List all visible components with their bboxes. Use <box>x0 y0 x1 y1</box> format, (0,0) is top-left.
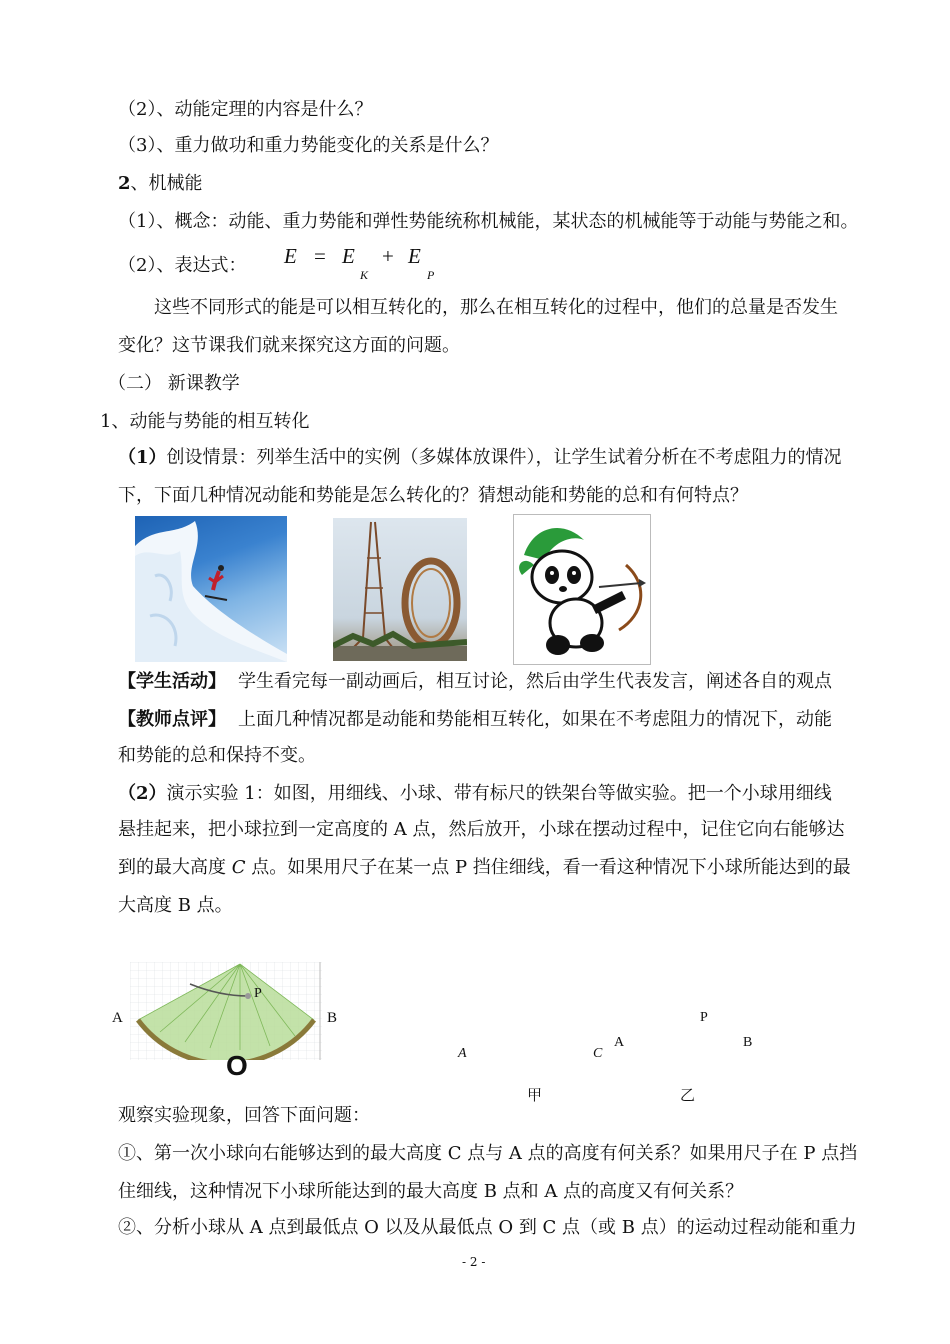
demo-line-b: 悬挂起来，把小球拉到一定高度的 A 点，然后放开，小球在摆动过程中，记住它向右能够达 <box>118 819 845 840</box>
demo-text: 演示实验 1：如图，用细线、小球、带有标尺的铁架台等做实验。把一个小球用细线 <box>166 783 832 804</box>
student-activity-tag: 【学生活动】 <box>118 671 226 692</box>
question-2: （2）、动能定理的内容是什么？ <box>118 99 373 120</box>
demo-c-italic: C <box>231 857 246 878</box>
demo-num: （2） <box>118 783 167 804</box>
label-b-2: B <box>743 1035 753 1050</box>
formula-e: E <box>284 244 297 268</box>
subsection-1: 1、动能与势能的相互转化 <box>100 411 310 432</box>
expression-label: （2）、表达式： <box>118 255 247 276</box>
student-activity-text: 学生看完每一副动画后，相互讨论，然后由学生代表发言，阐述各自的观点 <box>238 671 832 692</box>
label-o: O <box>226 1050 248 1081</box>
formula-ek: E <box>342 244 355 268</box>
skier-photo <box>135 516 287 662</box>
para-1b: 变化？这节课我们就来探究这方面的问题。 <box>118 335 460 356</box>
formula-plus: + <box>382 244 394 268</box>
scenario-text: 创设情景：列举生活中的实例（多媒体放课件），让学生试着分析在不考虑阻力的情况 <box>166 447 842 468</box>
heading-number: 2 <box>118 173 131 194</box>
teacher-review-text: 上面几种情况都是动能和势能相互转化，如果在不考虑阻力的情况下，动能 <box>238 709 832 730</box>
heading-text: 、机械能 <box>130 173 203 194</box>
question-3: （3）、重力做功和重力势能变化的关系是什么？ <box>118 135 499 156</box>
para-1a: 这些不同形式的能是可以相互转化的，那么在相互转化的过程中，他们的总量是否发生 <box>154 297 838 318</box>
section-new-lesson: （二） 新课教学 <box>108 373 240 394</box>
teacher-review-tag: 【教师点评】 <box>118 709 226 730</box>
label-b: B <box>327 1010 338 1026</box>
formula-sub-p: P <box>427 268 435 282</box>
label-c-italic: C <box>593 1046 603 1061</box>
label-a-italic: A <box>458 1046 467 1061</box>
teacher-review-b: 和势能的总和保持不变。 <box>118 745 316 766</box>
scenario-line-a <box>118 446 842 470</box>
student-activity <box>118 670 832 694</box>
panda-archer-image <box>513 514 651 665</box>
formula-equals: = <box>314 244 326 268</box>
teacher-review <box>118 708 832 732</box>
demo-c-part2: 点。如果用尺子在某一点 P 挡住细线，看一看这种情况下小球所能达到的最 <box>245 857 851 878</box>
label-a: A <box>112 1010 123 1026</box>
label-p-2: P <box>700 1010 708 1025</box>
energy-formula <box>282 244 452 280</box>
label-a-2: A <box>614 1035 625 1050</box>
formula-ep: E <box>408 244 421 268</box>
roller-coaster-photo <box>333 518 467 661</box>
demo-line-a <box>118 782 832 806</box>
concept-line: （1）、概念：动能、重力势能和弹性势能统称机械能，某状态的机械能等于动能与势能之和。 <box>118 211 859 232</box>
demo-line-d: 大高度 B 点。 <box>118 895 233 916</box>
heading-mechanical-energy <box>118 172 203 196</box>
label-p: P <box>254 986 262 1001</box>
label-jia: 甲 <box>527 1088 543 1104</box>
demo-c-part1: 到的最大高度 <box>118 857 232 878</box>
pendulum-figure <box>130 962 322 1060</box>
obs-question-1a: ①、第一次小球向右能够达到的最大高度 C 点与 A 点的高度有何关系？如果用尺子在 P 点挡 <box>118 1143 858 1164</box>
scenario-line-b: 下，下面几种情况动能和势能是怎么转化的？猜想动能和势能的总和有何特点？ <box>118 485 748 506</box>
label-yi: 乙 <box>680 1088 696 1104</box>
page-number: - 2 - <box>462 1255 486 1269</box>
demo-line-c <box>118 856 851 880</box>
formula-sub-k: K <box>360 268 369 282</box>
obs-question-2: ②、分析小球从 A 点到最低点 O 以及从最低点 O 到 C 点（或 B 点）的运动过程动能和重力 <box>118 1217 857 1238</box>
scenario-num: （1） <box>118 447 167 468</box>
obs-question-1b: 住细线，这种情况下小球所能达到的最大高度 B 点和 A 点的高度又有何关系？ <box>118 1181 744 1202</box>
observe-line: 观察实验现象，回答下面问题： <box>118 1105 370 1126</box>
